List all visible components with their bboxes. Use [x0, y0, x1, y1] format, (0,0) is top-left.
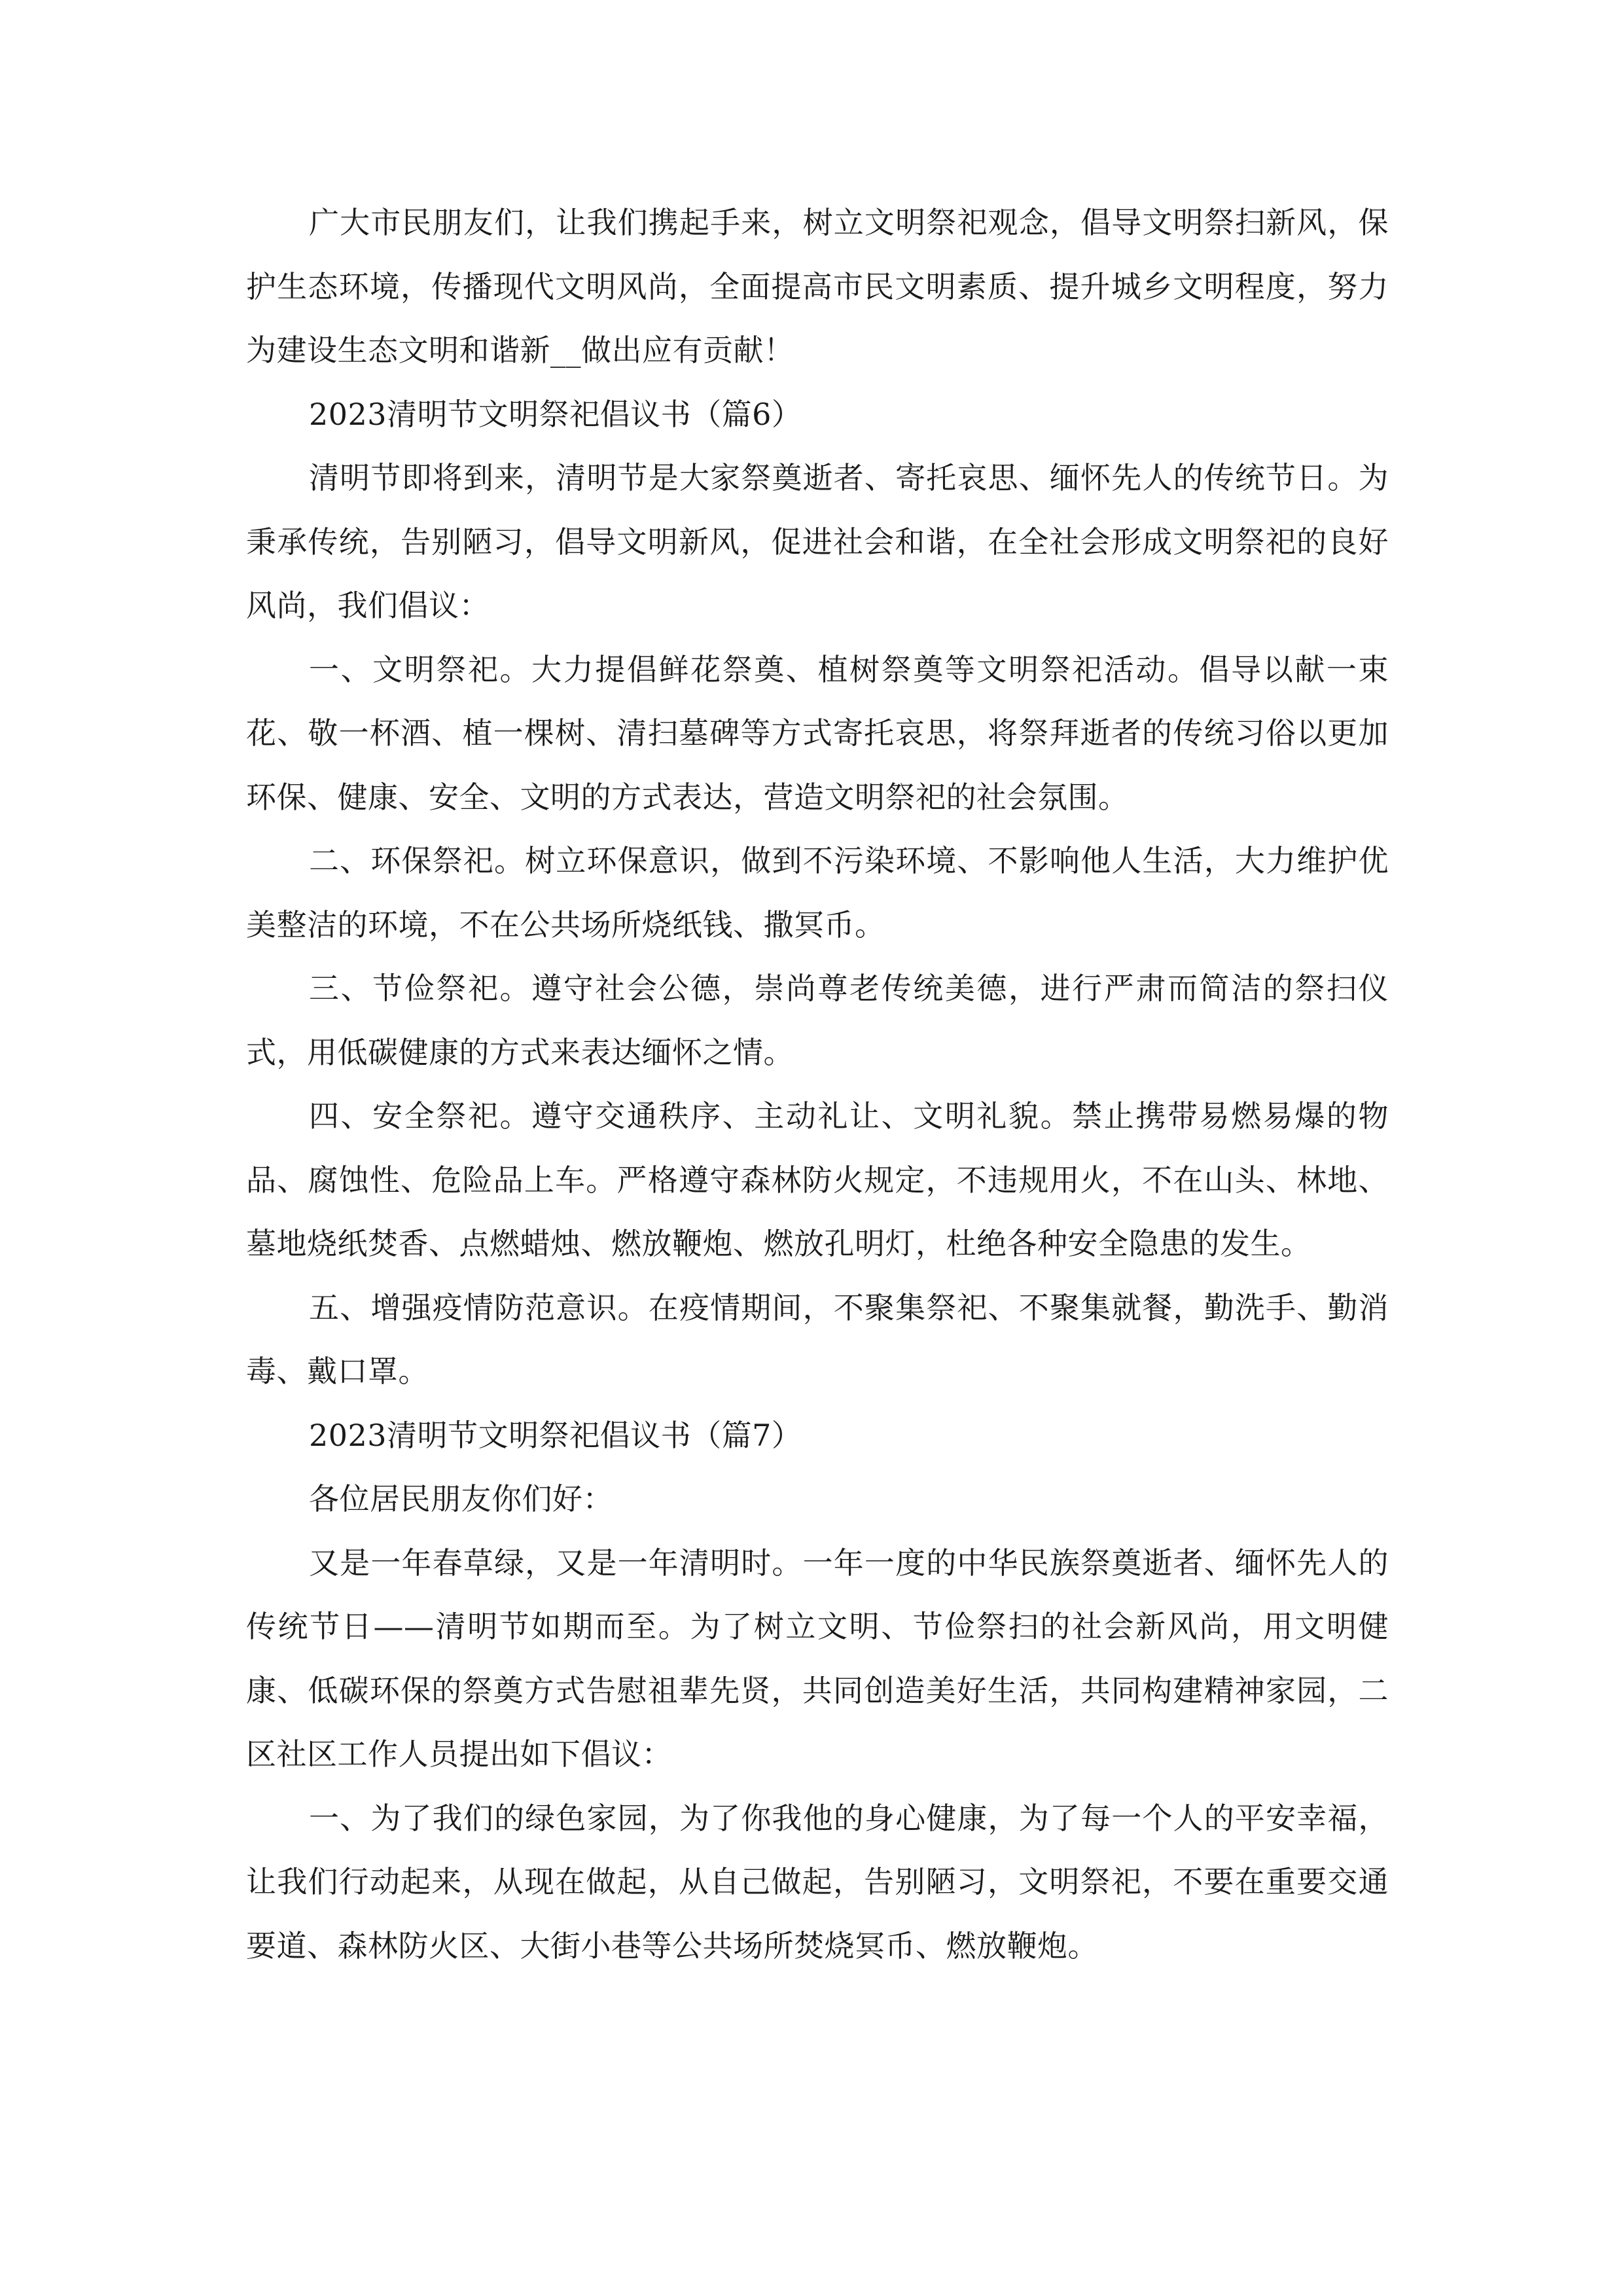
paragraph-greeting: 各位居民朋友你们好：: [309, 1481, 613, 1516]
paragraph-intro-part-7: 又是一年春草绿，又是一年清明时。一年一度的中华民族祭奠逝者、缅怀先人的传统节日——清明节如期而至。为了树立文明、节俭祭扫的社会新风尚，用文明健康、低碳环保的祭奠方式告慰祖辈先贤，共同创造美好生活，共同构建精神家园，二区社区工作人员提出如下倡议：: [246, 1545, 1389, 1772]
section-heading-part-6: 2023清明节文明祭祀倡议书（篇6）: [309, 396, 802, 432]
document-body: [246, 191, 1389, 1978]
paragraph-intro-part-6: 清明节即将到来，清明节是大家祭奠逝者、寄托哀思、缅怀先人的传统节日。为秉承传统，告别陋习，倡导文明新风，促进社会和谐，在全社会形成文明祭祀的良好风尚，我们倡议：: [246, 460, 1389, 623]
section-heading-part-7: 2023清明节文明祭祀倡议书（篇7）: [309, 1417, 802, 1453]
paragraph-item-2-eco: 二、环保祭祀。树立环保意识，做到不污染环境、不影响他人生活，大力维护优美整洁的环境，不在公共场所烧纸钱、撒冥币。: [246, 843, 1389, 942]
paragraph-closing-appeal: 广大市民朋友们，让我们携起手来，树立文明祭祀观念，倡导文明祭扫新风，保护生态环境，传播现代文明风尚，全面提高市民文明素质、提升城乡文明程度，努力为建设生态文明和谐新__做出应有贡献！: [246, 205, 1389, 368]
paragraph-item-3-frugal: 三、节俭祭祀。遵守社会公德，崇尚尊老传统美德，进行严肃而简洁的祭扫仪式，用低碳健康的方式来表达缅怀之情。: [246, 971, 1389, 1070]
paragraph-item-1-green-home: 一、为了我们的绿色家园，为了你我他的身心健康，为了每一个人的平安幸福，让我们行动起来，从现在做起，从自己做起，告别陋习，文明祭祀，不要在重要交通要道、森林防火区、大街小巷等公共场所焚烧冥币、燃放鞭炮。: [246, 1800, 1389, 1964]
paragraph-item-1-civilized: 一、文明祭祀。大力提倡鲜花祭奠、植树祭奠等文明祭祀活动。倡导以献一束花、敬一杯酒、植一棵树、清扫墓碑等方式寄托哀思，将祭拜逝者的传统习俗以更加环保、健康、安全、文明的方式表达，营造文明祭祀的社会氛围。: [246, 651, 1389, 815]
paragraph-item-5-epidemic: 五、增强疫情防范意识。在疫情期间，不聚集祭祀、不聚集就餐，勤洗手、勤消毒、戴口罩。: [246, 1289, 1389, 1389]
paragraph-item-4-safety: 四、安全祭祀。遵守交通秩序、主动礼让、文明礼貌。禁止携带易燃易爆的物品、腐蚀性、危险品上车。严格遵守森林防火规定，不违规用火，不在山头、林地、墓地烧纸焚香、点燃蜡烛、燃放鞭炮、燃放孔明灯，杜绝各种安全隐患的发生。: [246, 1098, 1389, 1261]
